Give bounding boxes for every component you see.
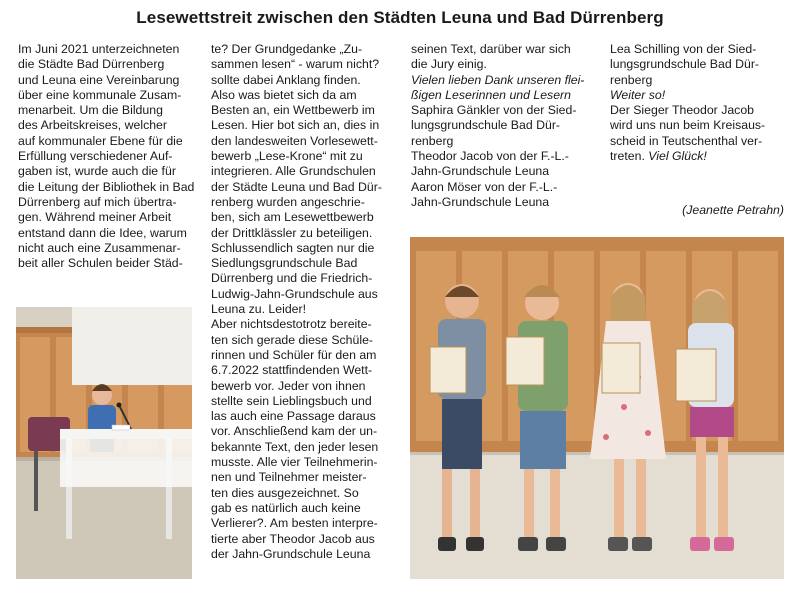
text-line: sollte dabei Anklang finden. — [211, 72, 361, 87]
text-column-4 — [610, 42, 784, 164]
text-line: und Leuna eine Vereinbarung — [18, 72, 180, 87]
text-line: ßigen Leserinnen und Lesern — [411, 87, 571, 102]
text-line: Dürrenberg auf mich übertra- — [18, 194, 177, 209]
text-line: auf kommunaler Ebene für die — [18, 133, 183, 148]
text-line: renberg wurden angeschrie- — [211, 194, 365, 209]
text-line: integrieren. Alle Grundschulen — [211, 164, 376, 179]
text-column-3 — [411, 42, 597, 210]
text-line: vor. Anschließend kam der un- — [211, 424, 378, 439]
text-line: gaben ist, wurde auch die für — [18, 164, 176, 179]
text-line: der Drittklässler zu beteiligen. — [211, 225, 373, 240]
text-column-2 — [211, 42, 392, 562]
text-line: Dürrenberg und die Friedrich- — [211, 271, 373, 286]
boy-reading-at-desk-photo — [16, 307, 192, 579]
participant-list-cont — [610, 42, 784, 88]
text-column-1 — [18, 42, 194, 271]
text-line: gab es natürlich auch keine — [211, 500, 361, 515]
intro-lines — [411, 42, 597, 73]
text-line: entstand dann die Idee, warum — [18, 225, 187, 240]
text-line: bewerb „Lese-Krone“ mit zu — [211, 149, 363, 164]
thanks-lines — [411, 73, 597, 104]
text-line: nicht auch eine Zusammenar- — [18, 240, 181, 255]
text-line: ben, sich am Lesewettbewerb — [211, 210, 374, 225]
text-line: sammen lesen“ - warum nicht? — [211, 57, 380, 72]
text-line: den landesweiten Vorlesewett- — [211, 133, 378, 148]
text-line: Siedlungsgrundschule Bad — [211, 256, 358, 271]
text-line: beit aller Schulen beider Städ- — [18, 256, 183, 271]
text-line: te? Der Grundgedanke „Zu- — [211, 42, 363, 56]
text-line: über eine kommunale Zusam- — [18, 87, 182, 102]
winner-text-last — [610, 149, 784, 164]
text-line: las auch eine Passage daraus — [211, 409, 376, 424]
text-line: seinen Text, darüber war sich — [411, 42, 571, 56]
text-line: lungsgrundschule Bad Dür- — [411, 118, 561, 133]
text-line: nen und Teilnehmer meister- — [211, 470, 367, 485]
text-line: ten dies ausgezeichnet. So — [211, 485, 359, 500]
text-line: Leuna zu. Leider! — [211, 302, 307, 317]
text-line: renberg — [610, 72, 653, 87]
text-line: 6.7.2022 stattfindenden Wett- — [211, 363, 373, 378]
text-line: Im Juni 2021 unterzeichneten — [18, 42, 180, 56]
text-line: die Städte Bad Dürrenberg — [18, 57, 165, 72]
text-line: rinnen und Schüler für den am — [211, 347, 377, 362]
text-line: Lea Schilling von der Sied- — [610, 42, 757, 56]
text-line: tierte aber Theodor Jacob aus — [211, 531, 375, 546]
text-line: Theodor Jacob von der F.-L.- — [411, 149, 569, 164]
text-line: Jahn-Grundschule Leuna — [411, 164, 550, 179]
text-line: die Jury einig. — [411, 57, 487, 72]
text-line: Verlierer?. Am besten interpre- — [211, 516, 378, 531]
text-line: renberg — [411, 133, 454, 148]
text-line: bewerb vor. Jeder von ihnen — [211, 378, 366, 393]
text-line: ten sich gerade diese Schüle- — [211, 332, 374, 347]
text-line: gen. Während meiner Arbeit — [18, 210, 172, 225]
text-line: menarbeit. Um die Bildung — [18, 103, 163, 118]
text-line: Vielen lieben Dank unseren flei- — [411, 72, 585, 87]
text-line: Erfüllung verschiedener Auf- — [18, 149, 173, 164]
text-line: Besten an, ein Wettbewerb im — [211, 103, 375, 118]
participant-list — [411, 103, 597, 210]
author-credit: (Jeanette Petrahn) — [682, 203, 784, 217]
winner-text — [610, 103, 784, 149]
text-line: des Arbeitskreises, welcher — [18, 118, 167, 133]
text-line: Ludwig-Jahn-Grundschule aus — [211, 286, 378, 301]
text-line: Jahn-Grundschule Leuna — [411, 194, 550, 209]
text-line: Lesen. Hier bot sich an, dies in — [211, 118, 380, 133]
text-line: bekannte Text, den jeder lesen — [211, 439, 379, 454]
four-children-with-certificates-photo — [410, 237, 784, 579]
text-line: die Leitung der Bibliothek in Bad — [18, 179, 195, 194]
text-line: Also was bietet sich da am — [211, 87, 357, 102]
text-line: lungsgrundschule Bad Dür- — [610, 57, 760, 72]
text-line: Saphira Gänkler von der Sied- — [411, 103, 577, 118]
article-headline: Lesewettstreit zwischen den Städten Leuna und Bad Dürrenberg — [136, 8, 664, 27]
text-line: der Städte Leuna und Bad Dür- — [211, 179, 382, 194]
text-line: scheid in Teutschenthal ver- — [610, 133, 763, 148]
text-line: Aaron Möser von der F.-L.- — [411, 179, 558, 194]
text-line: Der Sieger Theodor Jacob — [610, 103, 755, 118]
text-line: Aber nichtsdestotrotz bereite- — [211, 317, 372, 332]
text-line: der Jahn-Grundschule Leuna — [211, 546, 371, 561]
text-line: musste. Alle vier Teilnehmerin- — [211, 455, 378, 470]
text-line: stellte sein Lieblingsbuch und — [211, 393, 372, 408]
text-line: wird uns nun beim Kreisaus- — [610, 118, 766, 133]
luck-text: Viel Glück! — [648, 149, 707, 164]
winner-last-word: treten. — [610, 149, 645, 164]
cheer-text: Weiter so! — [610, 87, 666, 102]
text-line: Schlussendlich sagten nur die — [211, 240, 375, 255]
